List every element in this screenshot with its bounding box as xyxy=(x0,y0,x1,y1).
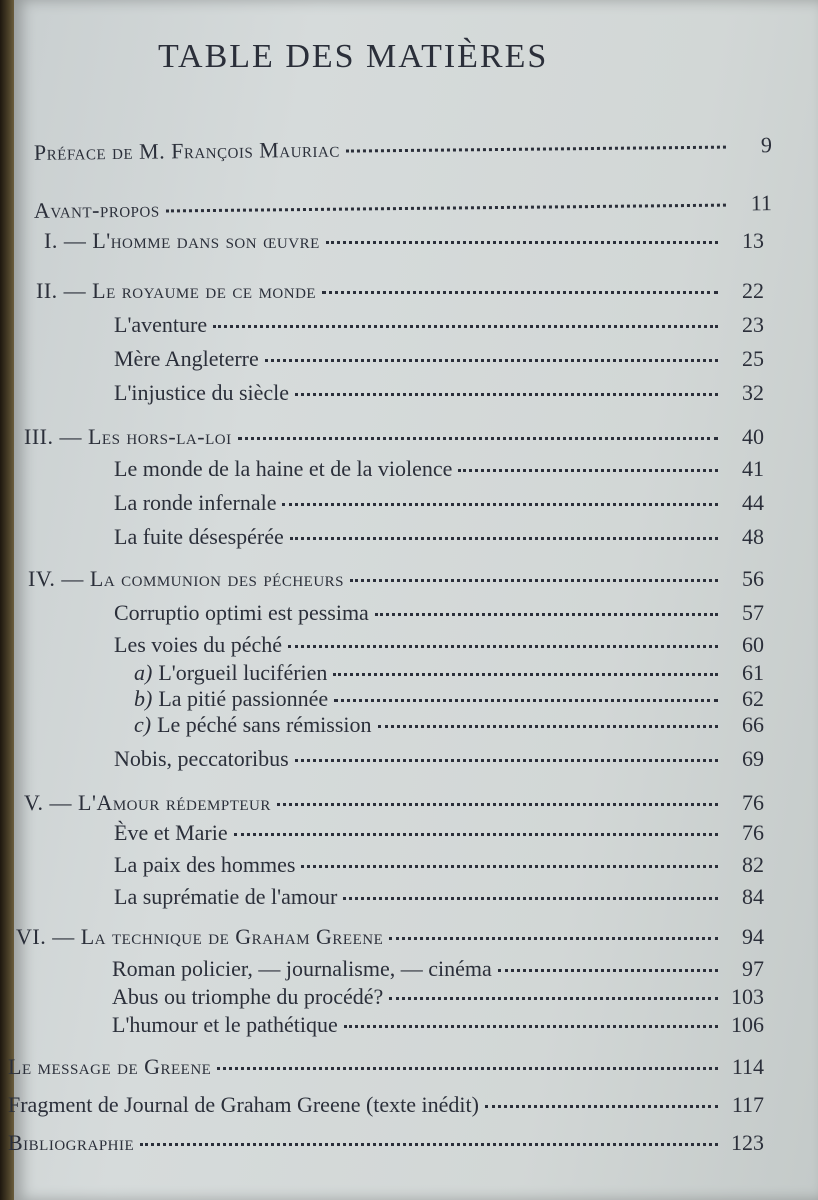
dot-leader xyxy=(265,359,718,362)
toc-entry-label: V. — L'Amour rédempteur xyxy=(24,790,271,815)
toc-entry-label: La paix des hommes xyxy=(114,852,296,877)
toc-entry-label: La fuite désespérée xyxy=(114,524,284,549)
dot-leader xyxy=(238,437,718,440)
dot-leader xyxy=(277,803,718,806)
toc-entry-label: La suprématie de l'amour xyxy=(114,884,338,909)
toc-entry-label: La ronde infernale xyxy=(114,490,277,515)
toc-entry-label: L'injustice du siècle xyxy=(114,380,290,405)
dot-leader xyxy=(140,1143,718,1146)
toc-entry-label: Le message de Greene xyxy=(8,1054,212,1079)
dot-leader xyxy=(498,969,718,972)
toc-entry xyxy=(16,924,764,958)
toc-entry-page: 56 xyxy=(742,566,764,591)
toc-entry-page: 48 xyxy=(742,524,764,549)
toc-subentry-letter: c) xyxy=(134,712,152,737)
toc-entry-label: Nobis, peccatoribus xyxy=(114,746,289,771)
dot-leader xyxy=(326,241,718,244)
toc-entry-page: 94 xyxy=(742,924,764,949)
toc-entry-page: 22 xyxy=(742,278,764,303)
dot-leader xyxy=(322,291,718,294)
toc-entry xyxy=(114,456,764,490)
toc-entry-page: 117 xyxy=(731,1092,764,1117)
toc-entry-page: 11 xyxy=(750,190,773,216)
toc-entry-page: 114 xyxy=(731,1054,764,1079)
toc-entry xyxy=(8,1130,764,1164)
toc-entry-page: 41 xyxy=(742,456,764,481)
toc-entry-page: 60 xyxy=(742,632,764,657)
toc-entry-label: Avant-propos xyxy=(33,196,160,223)
toc-entry xyxy=(134,712,764,746)
toc-entry-label: L'humour et le pathétique xyxy=(112,1012,338,1037)
dot-leader xyxy=(217,1067,718,1070)
toc-entry-label: VI. — La technique de Graham Greene xyxy=(16,924,384,949)
toc-entry xyxy=(8,1092,764,1126)
toc-entry xyxy=(44,228,764,262)
toc-entry-page: 44 xyxy=(742,490,764,515)
toc-entry-label: IV. — La communion des pécheurs xyxy=(28,566,345,591)
toc-entry xyxy=(36,278,764,312)
toc-entry-page: 76 xyxy=(742,820,764,845)
toc-entry-page: 23 xyxy=(742,312,764,337)
dot-leader xyxy=(346,146,726,153)
toc-entry xyxy=(114,490,764,524)
toc-entry-label: Préface de M. François Mauriac xyxy=(33,136,340,165)
toc-entry-page: 13 xyxy=(742,228,764,253)
toc-entry-label: Ève et Marie xyxy=(114,820,228,845)
toc-subentry-letter: b) xyxy=(134,686,153,711)
toc-entry xyxy=(114,380,764,414)
toc-entry-label: Mère Angleterre xyxy=(114,346,259,371)
toc-entry xyxy=(114,746,764,780)
toc-entry-page: 25 xyxy=(742,346,764,371)
toc-subentry-letter: a) xyxy=(134,660,153,685)
toc-entry xyxy=(114,524,764,558)
toc-entry-page: 62 xyxy=(742,686,764,711)
toc-entry-page: 103 xyxy=(731,984,764,1009)
toc-entry-label: L'aventure xyxy=(114,312,208,337)
toc-entry-page: 9 xyxy=(760,132,773,158)
toc-entry-page: 82 xyxy=(742,852,764,877)
toc-entry-label: III. — Les hors-la-loi xyxy=(24,424,232,449)
toc-entry xyxy=(34,132,772,174)
toc-entry xyxy=(34,190,772,232)
toc-entry xyxy=(114,820,764,854)
dot-leader xyxy=(378,725,718,728)
toc-entry xyxy=(24,424,764,458)
toc-entry-page: 69 xyxy=(742,746,764,771)
dot-leader xyxy=(288,645,718,648)
dot-leader xyxy=(389,937,718,940)
toc-entry xyxy=(8,1054,764,1088)
toc-entry-page: 61 xyxy=(742,660,764,685)
dot-leader xyxy=(295,393,718,396)
toc-entry-page: 40 xyxy=(742,424,764,449)
dot-leader xyxy=(375,613,718,616)
toc-entry-label: Abus ou triomphe du procédé? xyxy=(112,984,384,1009)
toc-entry-page: 76 xyxy=(742,790,764,815)
toc-entry xyxy=(114,884,764,918)
toc-entry-label: Le péché sans rémission xyxy=(157,712,372,737)
dot-leader xyxy=(334,699,718,702)
dot-leader xyxy=(344,1025,718,1028)
toc-entry-page: 84 xyxy=(742,884,764,909)
dot-leader xyxy=(301,865,718,868)
toc-entry xyxy=(114,312,764,346)
dot-leader xyxy=(295,759,718,762)
dot-leader xyxy=(485,1105,718,1108)
toc-entry-label: Fragment de Journal de Graham Greene (texte inédit) xyxy=(8,1092,479,1117)
toc-entry-label: Roman policier, — journalisme, — cinéma xyxy=(112,956,492,981)
toc-entry-label: Les voies du péché xyxy=(114,632,282,657)
page-title: TABLE DES MATIÈRES xyxy=(158,38,549,75)
toc-entry-page: 32 xyxy=(742,380,764,405)
toc-entry xyxy=(114,852,764,886)
dot-leader xyxy=(234,833,718,836)
dot-leader xyxy=(290,537,718,540)
toc-entry-page: 97 xyxy=(742,956,764,981)
dot-leader xyxy=(350,579,718,582)
dot-leader xyxy=(343,897,718,900)
toc-entry-label: La pitié passionnée xyxy=(158,686,329,711)
toc-entry-label: Le monde de la haine et de la violence xyxy=(114,456,453,481)
toc-entry-label: Bibliographie xyxy=(8,1130,135,1155)
dot-leader xyxy=(333,673,718,676)
toc-entry-page: 106 xyxy=(731,1012,764,1037)
dot-leader xyxy=(282,503,718,506)
toc-entry-page: 57 xyxy=(742,600,764,625)
toc-entry xyxy=(28,566,764,600)
toc-entry-page: 66 xyxy=(742,712,764,737)
dot-leader xyxy=(458,469,718,472)
toc-entry-label: II. — Le royaume de ce monde xyxy=(36,278,317,303)
dot-leader xyxy=(166,204,726,213)
dot-leader xyxy=(213,325,718,328)
toc-entry xyxy=(114,600,764,634)
toc-entry-label: I. — L'homme dans son œuvre xyxy=(44,228,320,253)
toc-entry xyxy=(114,346,764,380)
toc-entry xyxy=(24,790,764,824)
toc-entry-label: Corruptio optimi est pessima xyxy=(114,600,369,625)
toc-entry xyxy=(112,1012,764,1046)
dot-leader xyxy=(389,997,718,1000)
toc-entry-label: L'orgueil luciférien xyxy=(158,660,328,685)
toc-entry-page: 123 xyxy=(731,1130,764,1155)
